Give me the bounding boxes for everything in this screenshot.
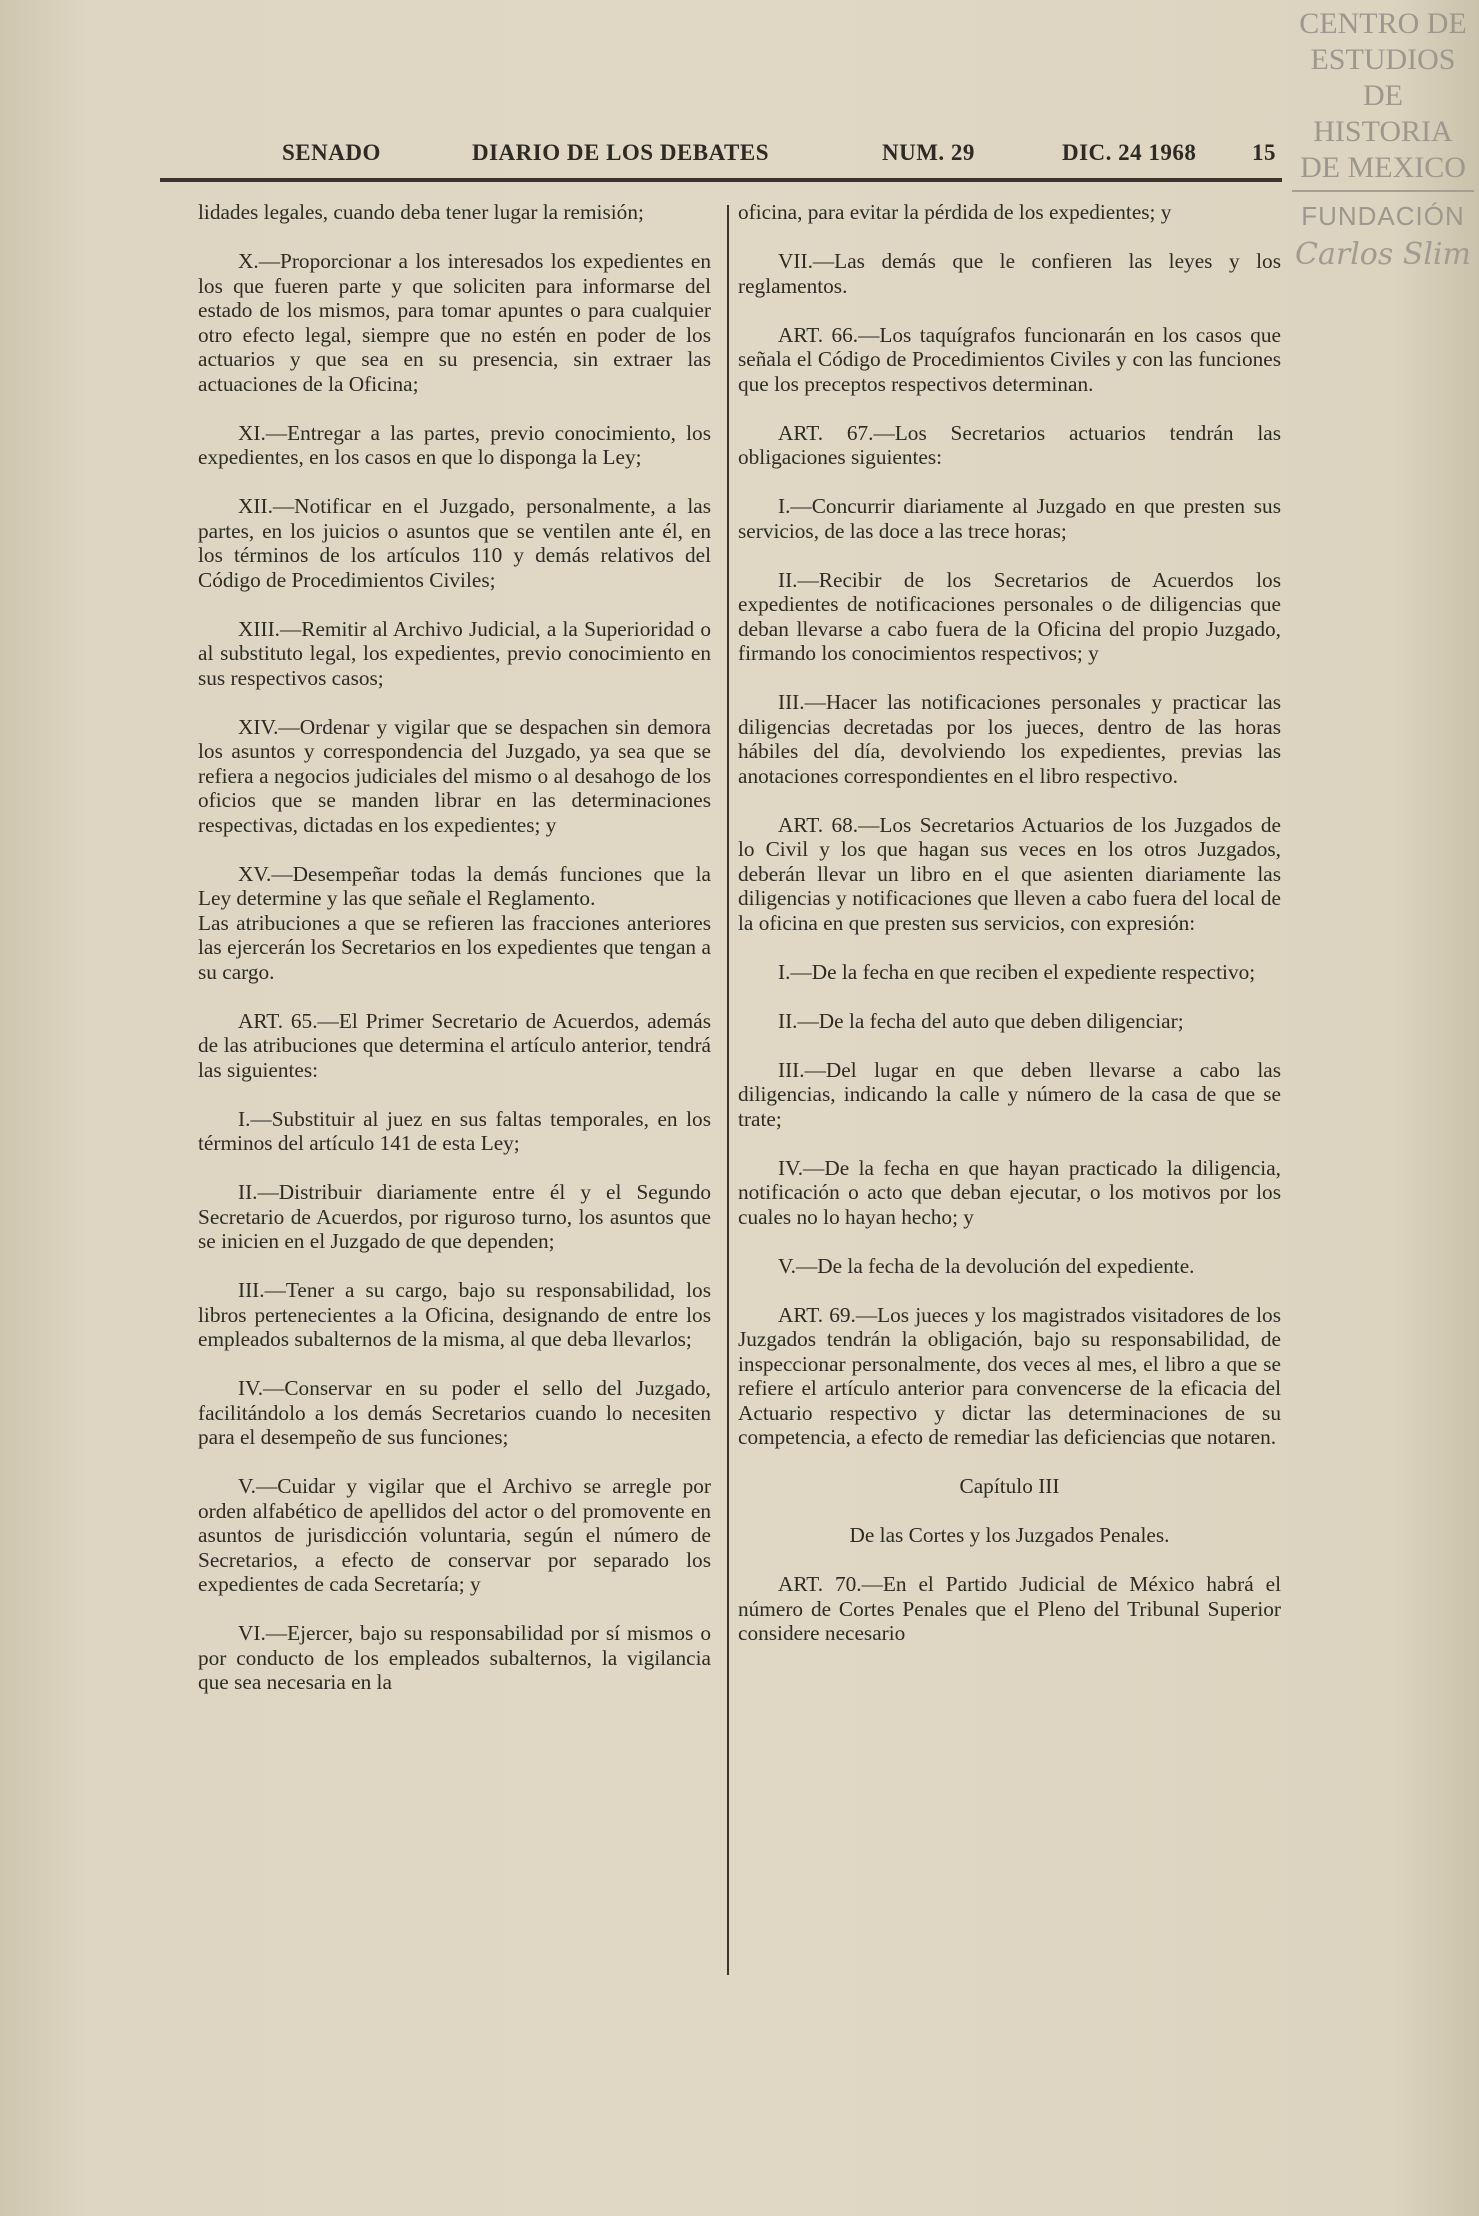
watermark-line: ESTUDIOS [1310,43,1456,76]
header-number: NUM. 29 [882,140,975,165]
watermark-signature: Carlos Slim [1295,237,1471,272]
paragraph: ART. 66.—Los taquígrafos funcionarán en los casos que señala el Código de Procedimientos Civiles y con las funciones que los preceptos respectivos determinan. [738,322,1281,396]
watermark-line: DE MEXICO [1300,151,1466,184]
watermark-line: CENTRO DE [1299,7,1467,40]
paragraph: Las atribuciones a que se refieren las fracciones anteriores las ejercerán los Secretarios en los expedientes que tengan a su cargo. [198,910,711,984]
paragraph: V.—De la fecha de la devolución del expediente. [778,1253,1195,1278]
left-column [198,200,711,1719]
paragraph: III.—Hacer las notificaciones personales y practicar las diligencias decretadas por los jueces, dentro de las horas hábiles del día, devolviendo los expedientes, previas las anotaciones correspondientes en el libro respectivo. [738,690,1281,788]
paragraph: I.—Concurrir diariamente al Juzgado en que presten sus servicios, de las doce a las trece horas; [738,494,1281,543]
paragraph: I.—Substituir al juez en sus faltas temporales, en los términos del artículo 141 de esta Ley; [198,1106,711,1155]
chapter-heading: Capítulo III [959,1474,1060,1498]
paragraph: XII.—Notificar en el Juzgado, personalmente, a las partes, en los juicios o asuntos que se ventilen ante él, en los términos de los artículos 110 y demás relativos del Código de Procedimientos Civiles; [198,494,711,592]
watermark-separator [1292,190,1474,192]
paragraph: X.—Proporcionar a los interesados los expedientes en los que fueren parte y que soliciten para informarse del estado de los mismos, para tomar apuntes o para cualquier otro efecto legal, siempre que no estén en poder de los actuarios y que sea en su presencia, sin extraer las actuaciones de la Oficina; [198,249,711,396]
column-divider [727,205,729,1975]
paragraph: II.—Distribuir diariamente entre él y el Segundo Secretario de Acuerdos, por riguroso turno, los asuntos que se inicien en el Juzgado de que dependen; [198,1180,711,1253]
paragraph: XI.—Entregar a las partes, previo conocimiento, los expedientes, en los casos en que lo disponga la Ley; [198,420,711,469]
watermark [1292,6,1474,274]
paragraph: lidades legales, cuando deba tener lugar la remisión; [198,200,644,224]
running-header [282,140,1282,174]
header-date: DIC. 24 1968 [1062,140,1197,165]
paragraph: IV.—Conservar en su poder el sello del Juzgado, facilitándolo a los demás Secretarios cuando lo necesiten para el desempeño de sus funciones; [198,1376,711,1449]
paragraph: XIV.—Ordenar y vigilar que se despachen sin demora los asuntos y correspondencia del Juzgado, ya sea que se refiera a negocios judiciales del mismo o al desahogo de los oficios que se manden librar en las determinaciones respectivas, dictadas en los expedientes; y [198,714,711,837]
watermark-line: DE HISTORIA [1313,79,1453,148]
paragraph: ART. 69.—Los jueces y los magistrados visitadores de los Juzgados tendrán la obligación, bajo su responsabilidad, de inspeccionar personalmente, dos veces al mes, el libro a que se refiere el artículo anterior para convencerse de la eficacia del Actuario respectivo y dictar las determinaciones de su competencia, a efecto de remediar las deficiencias que notaren. [738,1302,1281,1449]
paragraph: II.—De la fecha del auto que deben diligenciar; [778,1008,1184,1033]
paragraph: XIII.—Remitir al Archivo Judicial, a la Superioridad o al substituto legal, los expedientes, previo conocimiento en sus respectivos casos; [198,616,711,690]
paragraph: ART. 65.—El Primer Secretario de Acuerdos, además de las atribuciones que determina el artículo anterior, tendrá las siguientes: [198,1008,711,1082]
header-title: DIARIO DE LOS DEBATES [472,140,770,165]
paragraph: ART. 68.—Los Secretarios Actuarios de los Juzgados de lo Civil y los que hagan sus veces en los otros Juzgados, deberán llevar un libro en el que asienten diariamente las diligencias y notificaciones que lleven a cabo fuera del local de la oficina en que presten sus servicios, con expresión: [738,812,1281,935]
paragraph: XV.—Desempeñar todas la demás funciones que la Ley determine y las que señale el Reglamento. [198,861,711,910]
chapter-subtitle: De las Cortes y los Juzgados Penales. [849,1523,1170,1547]
paragraph: VII.—Las demás que le confieren las leyes y los reglamentos. [738,249,1281,298]
right-column [738,200,1281,1670]
paragraph: ART. 70.—En el Partido Judicial de México habrá el número de Cortes Penales que el Pleno del Tribunal Superior considere necesario [738,1572,1281,1645]
paragraph: III.—Tener a su cargo, bajo su responsabilidad, los libros pertenecientes a la Oficina, designando de entre los empleados subalternos de la misma, al que deba llevarlos; [198,1278,711,1351]
watermark-foundation: FUNDACIÓN [1301,201,1465,231]
paragraph: VI.—Ejercer, bajo su responsabilidad por sí mismos o por conducto de los empleados subalternos, la vigilancia que sea necesaria en la [198,1621,711,1694]
paragraph: I.—De la fecha en que reciben el expediente respectivo; [778,959,1256,984]
paragraph: oficina, para evitar la pérdida de los expedientes; y [738,200,1172,224]
page-number: 15 [1252,140,1276,165]
paragraph: III.—Del lugar en que deben llevarse a cabo las diligencias, indicando la calle y número de la casa de que se trate; [738,1057,1281,1131]
header-chamber: SENADO [282,140,381,165]
paragraph: ART. 67.—Los Secretarios actuarios tendrán las obligaciones siguientes: [738,420,1281,469]
paragraph: V.—Cuidar y vigilar que el Archivo se arregle por orden alfabético de apellidos del actor o del promovente en asuntos de jurisdicción voluntaria, según el número de Secretarios, a efecto de conservar por separado los expedientes de cada Secretaría; y [198,1474,711,1596]
header-rule [160,178,1282,182]
paragraph: IV.—De la fecha en que hayan practicado la diligencia, notificación o acto que deban ejecutar, o los motivos por los cuales no lo hayan hecho; y [738,1155,1281,1229]
paragraph: II.—Recibir de los Secretarios de Acuerdos los expedientes de notificaciones personales o de diligencias que deban llevarse a cabo fuera de la Oficina del propio Juzgado, firmando los conocimientos respectivos; y [738,567,1281,665]
